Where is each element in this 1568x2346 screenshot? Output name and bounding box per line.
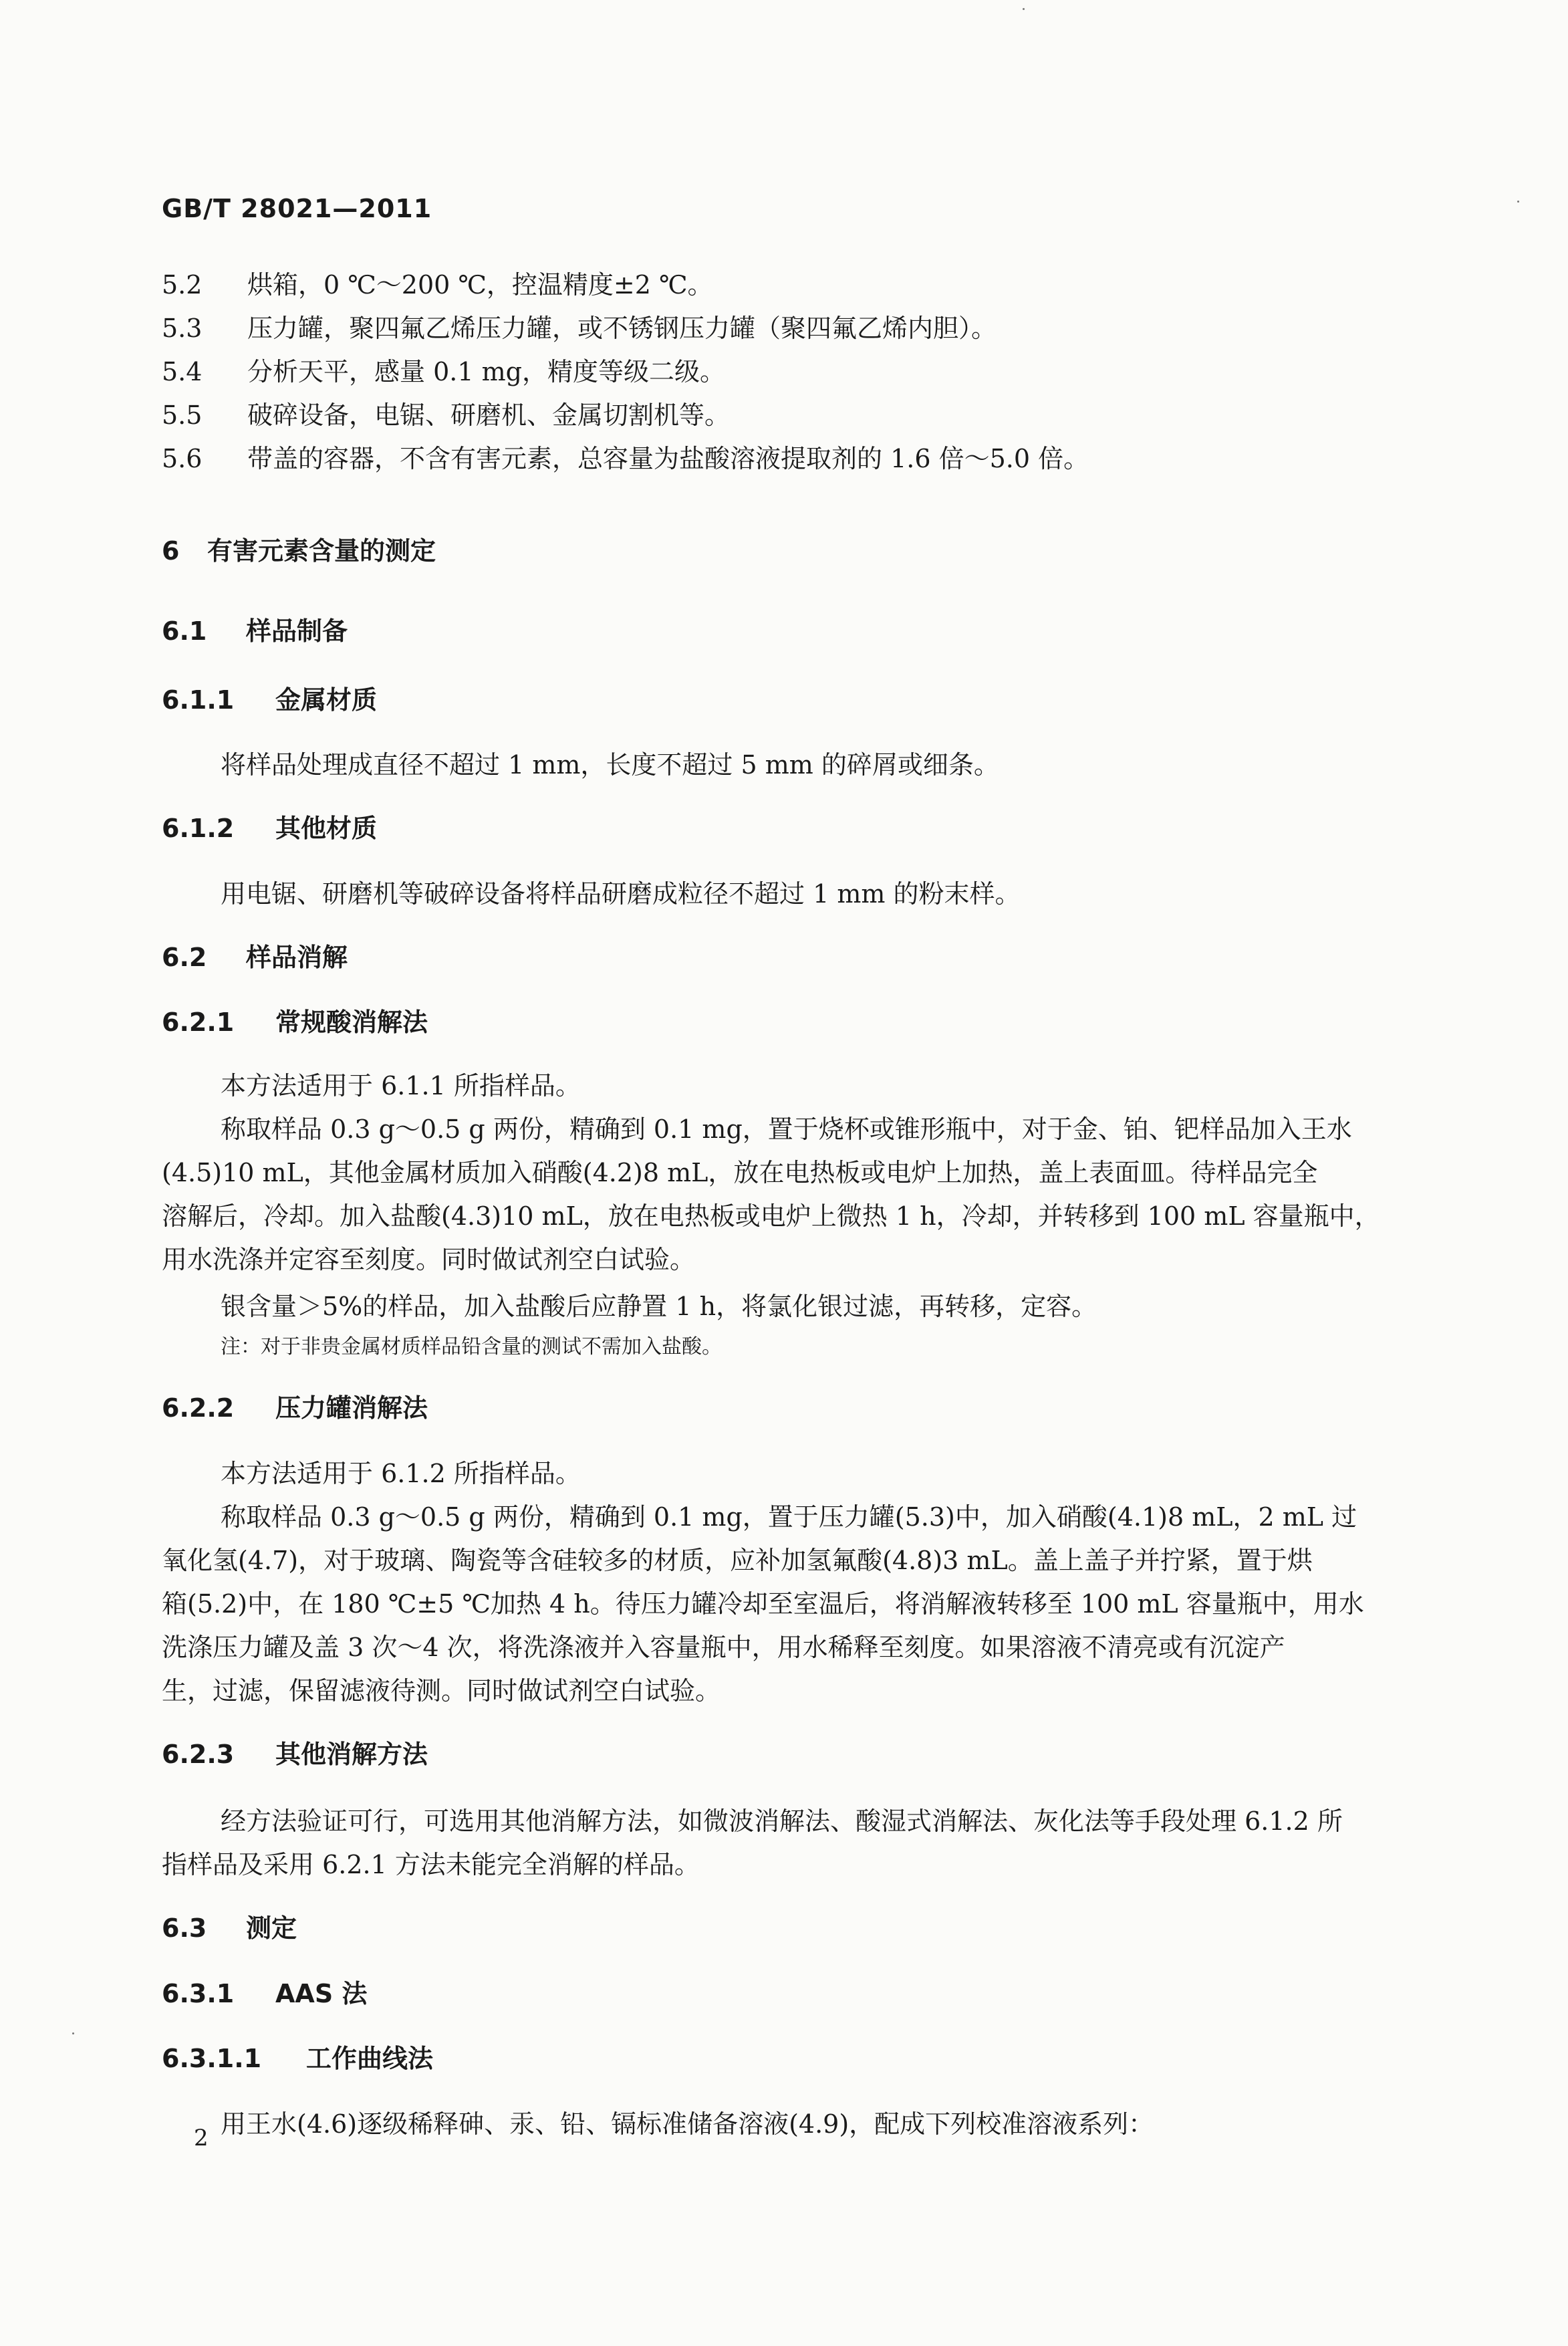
document-page: GB/T 28021—2011 5.2 烘箱，0 ℃～200 ℃，控温精度±2 ℃。 5.3 压力罐，聚四氟乙烯压力罐，或不锈钢压力罐（聚四氟乙烯内胆）。 5.4 分析天平，感量 0.1 mg，精度等级二级。 5.5 破碎设备，电锯、研磨机、金属切割机等。 5.6 带盖的容器，不含有害元素，总容量为盐酸溶液提取剂的 1.6 倍～5.0 倍。 6 有害元素含量的测定 6.1 样品制备 6.1.1 金属材质 将样品处理成直径不超过 1 mm，长度不超过 5 mm 的碎屑或细条。 6.1.2 其他材质 用电锯、研磨机等破碎设备将样品研磨成粒径不超过 1 mm 的粉末样。 6.2 样品消解 6.2.1 常规酸消解法 本方法适用于 6.1.1 所指样品。 称取样品 0.3 g～0.5 g 两份，精确到 0.1 mg，置于烧杯或锥形瓶中，对于金、铂、钯样品加入王水 (4.5)10 mL，其他金属材质加入硝酸(4.2)8 mL，放在电热板或电炉上加热，盖上表面皿。待样品完全 溶解后，冷却。加入盐酸(4.3)10 mL，放在电热板或电炉上微热 1 h，冷却，并转移到 100 mL 容量瓶中， 用水洗涤并定容至刻度。同时做试剂空白试验。 银含量＞5%的样品，加入盐酸后应静置 1 h，将氯化银过滤，再转移，定容。 注：对于非贵金属材质样品铅含量的测试不需加入盐酸。 6.2.2 压力罐消解法 本方法适用于 6.1.2 所指样品。 称取样品 0.3 g～0.5 g 两份，精确到 0.1 mg，置于压力罐(5.3)中，加入硝酸(4.1)8 mL，2 mL 过 氧化氢(4.7)，对于玻璃、陶瓷等含硅较多的材质，应补加氢氟酸(4.8)3 mL。盖上盖子并拧紧，置于烘 箱(5.2)中，在 180 ℃±5 ℃加热 4 h。待压力罐冷却至室温后，将消解液转移至 100 mL 容量瓶中，用水 洗涤压力罐及盖 3 次～4 次，将洗涤液并入容量瓶中，用水稀释至刻度。如果溶液不清亮或有沉淀产 生，过滤，保留滤液待测。同时做试剂空白试验。 6.2.3 其他消解方法 经方法验证可行，可选用其他消解方法，如微波消解法、酸湿式消解法、灰化法等手段处理 6.1.2 所 指样品及采用 6.2.1 方法未能完全消解的样品。 6.3 测定 6.3.1 AAS 法 6.3.1.1 工作曲线法 用王水(4.6)逐级稀释砷、汞、铅、镉标准储备溶液(4.9)，配成下列校准溶液系列： 2 (0, 0, 1568, 2346)
page-number: 2 (194, 2125, 209, 2151)
item-number: 5.3 (162, 314, 203, 343)
item-number: 5.4 (162, 357, 203, 386)
item-number: 5.5 (162, 400, 203, 430)
item-number: 5.2 (162, 270, 203, 300)
scan-speck (1023, 8, 1025, 10)
item-text: 压力罐，聚四氟乙烯压力罐，或不锈钢压力罐（聚四氟乙烯内胆）。 (247, 314, 997, 343)
scan-speck (72, 2032, 74, 2034)
item-number: 5.6 (162, 444, 203, 473)
item-text: 破碎设备，电锯、研磨机、金属切割机等。 (247, 400, 731, 430)
item-text: 带盖的容器，不含有害元素，总容量为盐酸溶液提取剂的 1.6 倍～5.0 倍。 (247, 444, 1089, 473)
item-text: 烘箱，0 ℃～200 ℃，控温精度±2 ℃。 (247, 270, 713, 300)
standard-code: GB/T 28021—2011 (162, 194, 432, 223)
item-text: 分析天平，感量 0.1 mg，精度等级二级。 (247, 357, 725, 386)
scan-speck (1517, 201, 1519, 203)
